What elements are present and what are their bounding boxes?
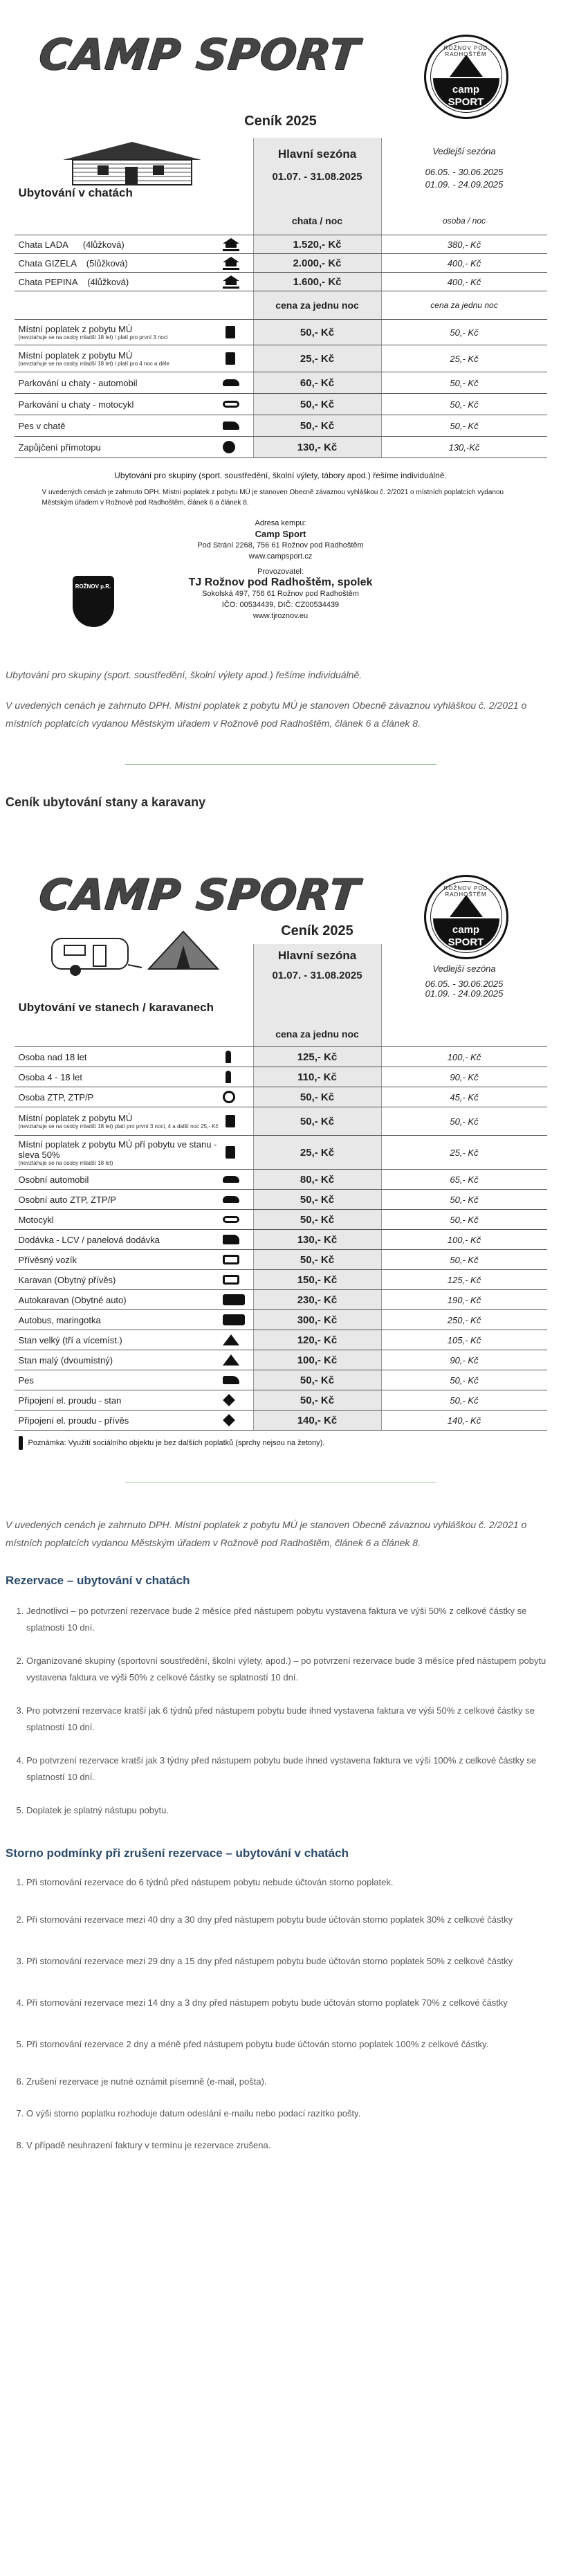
row-label: Stan malý (dvoumístný) (18, 1354, 113, 1366)
logo-word-camp: camp (452, 924, 480, 936)
row-side-price: 45,- Kč (381, 1087, 547, 1107)
row-main-price: 110,- Kč (253, 1067, 381, 1087)
table-row (15, 1350, 547, 1370)
chalet-illustration (56, 140, 208, 189)
row-label: Místní poplatek z pobytu MÚ (18, 1113, 133, 1123)
groups-note: Ubytování pro skupiny (sport. soustředění, školní výlety apod.) řešíme individuálně. (6, 669, 362, 680)
row-label: Pes (18, 1375, 34, 1386)
side-season-dates (382, 166, 547, 191)
row-main-price: 100,- Kč (253, 1350, 381, 1370)
table-row (15, 1270, 547, 1290)
row-side-price: 190,- Kč (381, 1290, 547, 1309)
camp-street: Pod Strání 2268, 756 61 Rožnov pod Radhoštěm (197, 541, 364, 550)
van-icon (223, 1235, 239, 1244)
table-row (15, 415, 547, 437)
row-main-price: 80,- Kč (253, 1170, 381, 1189)
row-side-price: 90,- Kč (381, 1350, 547, 1370)
main-season-dates: 01.07. - 31.08.2025 (272, 171, 362, 183)
list-item: 5. Doplatek je splatný nástupu pobytu. (26, 1802, 561, 1819)
row-side-price: 50,- Kč (381, 1210, 547, 1229)
power-icon (223, 1414, 235, 1426)
list-item: 3. Pro potvrzení rezervace kratší jak 6 týdnů před nástupem pobytu bude ihned vystavena faktura ve výši 50% z celkové částky se splatností 10 dní. (26, 1703, 561, 1736)
table-row (15, 1170, 547, 1190)
logo-bottom (433, 918, 499, 950)
brand-row (15, 0, 547, 108)
fees-col-header (15, 291, 547, 320)
row-side-price: 50,- Kč (381, 394, 547, 415)
list-item: 8. V případě neuhrazení faktury v termínu je rezervace zrušena. (26, 2137, 561, 2154)
tents-col-header (15, 1022, 547, 1047)
doc-icon (226, 326, 235, 338)
car-icon (223, 379, 239, 386)
side-season-label: Vedlejší sezóna (432, 146, 496, 156)
reservation-list (0, 1603, 561, 1819)
row-side-price: 50,- Kč (381, 320, 547, 345)
logo-arc-text: ROŽNOV POD RADHOŠTĚM (443, 885, 488, 898)
row-label: Autokaravan (Obytné auto) (18, 1294, 127, 1305)
doc-icon (226, 1146, 235, 1159)
row-label: Osoba nad 18 let (18, 1051, 87, 1062)
row-main-price: 1.520,- Kč (253, 235, 381, 253)
table-row (15, 1310, 547, 1330)
table-row (15, 1107, 547, 1136)
fee-rows (15, 320, 547, 458)
col-side-empty (381, 1022, 547, 1046)
main-season-column (253, 923, 381, 1022)
plug-icon (223, 441, 235, 453)
bus-icon (223, 1314, 245, 1325)
logo-word-sport: SPORT (448, 96, 484, 108)
side-season-column (381, 138, 547, 207)
row-note: (nevztahuje se na osoby mladší 18 let) platí pro první 3 noci, 4 a další noc 25,- Kč (18, 1123, 219, 1130)
list-item: 1. Jednotlivci – po potvrzení rezervace bude 2 měsíce před nástupem pobytu vystavena faktura ve výši 50% z celkové částky se splatností 10 dní. (26, 1603, 561, 1636)
row-main-price: 130,- Kč (253, 437, 381, 457)
main-season-label: Hlavní sezóna (277, 147, 357, 161)
col-side-label: osoba / noc (381, 207, 547, 235)
table-row (15, 1370, 547, 1390)
table-row (15, 1047, 547, 1067)
dog-icon (223, 421, 239, 430)
table-row (15, 372, 547, 394)
side-season-dates-2: 01.09. - 24.09.2025 (425, 988, 504, 999)
row-side-price: 50,- Kč (381, 1190, 547, 1209)
table-row (15, 273, 547, 291)
vat-note: V uvedených cenách je zahrnuto DPH. Místní poplatek z pobytu MÚ je stanoven Obecně závaznou vyhláškou č. 2/2021 o místních poplatcích vydanou Městským úřadem v Rožnově pod Radhoštěm, článek 6 a článek 8. (6, 700, 527, 729)
row-main-price: 140,- Kč (253, 1411, 381, 1430)
col-main-label: cena za jednu noc (253, 1022, 381, 1046)
row-label: Místní poplatek z pobytu MÚ pří pobytu ve stanu - sleva 50% (18, 1139, 217, 1160)
table-row (15, 1210, 547, 1230)
exclamation-icon (19, 1436, 23, 1450)
main-season-column (253, 138, 381, 207)
row-main-price: 50,- Kč (253, 1390, 381, 1410)
row-label: Karavan (Obytný přívěs) (18, 1274, 116, 1285)
power-icon (223, 1394, 235, 1406)
row-side-price: 50,- Kč (381, 1250, 547, 1269)
row-side-price: 90,- Kč (381, 1067, 547, 1087)
row-label: Autobus, maringotka (18, 1314, 101, 1325)
vat-note-2: V uvedených cenách je zahrnuto DPH. Místní poplatek z pobytu MÚ je stanoven Obecně závaznou vyhláškou č. 2/2021 o místních poplatcích vydanou Městským úřadem v Rožnově pod Radhoštěm, článek 6 a článek 8. (6, 1519, 527, 1548)
col-main-label-2: cena za jednu noc (253, 291, 381, 319)
row-side-price: 105,- Kč (381, 1330, 547, 1350)
side-season-dates-1: 06.05. - 30.06.2025 (425, 167, 504, 177)
row-label: Parkování u chaty - motocykl (18, 399, 134, 410)
row-main-price: 50,- Kč (253, 1087, 381, 1107)
list-item: 4. Po potvrzení rezervace kratší jak 3 týdny před nástupem pobytu bude ihned vystavena faktura ve výši 100% z celkové částky se splatností 10 dní. (26, 1752, 561, 1786)
row-main-price: 150,- Kč (253, 1270, 381, 1289)
person-icon (226, 1071, 231, 1083)
row-side-price: 50,- Kč (381, 372, 547, 393)
main-season-label: Hlavní sezóna (277, 949, 357, 962)
row-main-price: 25,- Kč (253, 1136, 381, 1169)
chalet-col-header (15, 207, 547, 235)
tent-rows (15, 1047, 547, 1431)
row-label: Připojení el. proudu - přívěs (18, 1415, 129, 1426)
motorhome-icon (223, 1294, 245, 1305)
table-row (15, 1136, 547, 1170)
sheet2-note (15, 1431, 547, 1450)
section-title-tents: Ubytování ve stanech / karavanech (18, 1001, 214, 1014)
trailer-icon (223, 1255, 239, 1264)
motorcycle-icon (223, 1216, 239, 1223)
row-label: Parkování u chaty - automobil (18, 377, 138, 388)
list-item: 7. O výši storno poplatku rozhoduje datum odeslání e-mailu nebo podací razítko pošty. (26, 2105, 561, 2122)
row-main-price: 25,- Kč (253, 345, 381, 372)
row-main-price: 60,- Kč (253, 372, 381, 393)
sheet2-note-text: Poznámka: Využití sociálního objektu je bez dalších poplatků (sprchy nejsou na žetony). (28, 1439, 325, 1447)
side-season-dates (382, 979, 547, 999)
list-item: 3. Při stornování rezervace mezi 29 dny a 15 dny před nástupem pobytu bude účtován storno poplatek 50% z celkové částky (26, 1949, 561, 1974)
main-season-dates: 01.07. - 31.08.2025 (272, 970, 362, 981)
heading-tents-caravans: Ceník ubytování stany a karavany (6, 795, 206, 809)
logo-word-camp: camp (452, 84, 480, 96)
camp-sport-logo (424, 875, 508, 959)
header-left (15, 138, 253, 207)
side-season-dates-1: 06.05. - 30.06.2025 (425, 979, 504, 989)
row-main-price: 50,- Kč (253, 320, 381, 345)
row-main-price: 50,- Kč (253, 1190, 381, 1209)
shield-text: ROŽNOV p.R. (75, 583, 111, 590)
table-row (15, 320, 547, 345)
operator-web: www.tjroznov.eu (252, 612, 309, 620)
logo-word-sport: SPORT (448, 936, 484, 948)
row-note: (nevztahuje se na osoby mladší 18 let) / platí pro 4 noc a déle (18, 361, 169, 367)
row-label: Místní poplatek z pobytu MÚ (18, 324, 133, 334)
caravan-icon (223, 1275, 239, 1285)
heading-reservation: Rezervace – ubytování v chatách (6, 1574, 190, 1587)
list-item: 2. Organizované skupiny (sportovní soustředění, školní výlety, apod.) – po potvrzení rezervace bude 3 měsíce před nástupem pobytu vystavena faktura ve výši 50% z celkové částky se splatností 10 dní. (26, 1653, 561, 1686)
header-left (15, 944, 253, 1022)
row-side-price: 25,- Kč (381, 1136, 547, 1169)
row-main-price: 50,- Kč (253, 394, 381, 415)
table-row (15, 345, 547, 372)
heading-storno: Storno podmínky při zrušení rezervace – ubytování v chatách (6, 1847, 349, 1860)
camp-name: Camp Sport (255, 529, 306, 539)
brand-wordmark: CAMP SPORT (36, 29, 362, 80)
row-side-price: 65,- Kč (381, 1170, 547, 1189)
camp-sport-logo (424, 35, 508, 119)
row-side-price: 50,- Kč (381, 1370, 547, 1390)
car-icon (223, 1196, 239, 1203)
price-sheet-tents (15, 840, 547, 1450)
row-side-price: 250,- Kč (381, 1310, 547, 1330)
camp-web: www.campsport.cz (248, 552, 313, 561)
tj-roznov-shield-logo (73, 576, 114, 627)
operator-ids: IČO: 00534439, DIČ: CZ00534439 (221, 601, 340, 609)
contact-block (15, 518, 547, 649)
row-main-price: 125,- Kč (253, 1047, 381, 1067)
row-main-price: 50,- Kč (253, 1250, 381, 1269)
row-label: Chata LADA (4lůžková) (18, 239, 125, 250)
col-main-label: chata / noc (253, 207, 381, 235)
row-label: Připojení el. proudu - stan (18, 1395, 122, 1406)
row-side-price: 380,- Kč (381, 235, 547, 253)
row-main-price: 50,- Kč (253, 1107, 381, 1135)
row-label: Osobní automobil (18, 1174, 89, 1185)
row-label: Přívěsný vozík (18, 1254, 77, 1265)
row-label: Místní poplatek z pobytu MÚ (18, 350, 133, 361)
col-side-label-2: cena za jednu noc (381, 291, 547, 319)
house-icon (223, 238, 239, 251)
row-side-price: 400,- Kč (381, 254, 547, 272)
price-sheet-chalets (15, 0, 547, 649)
person-icon (226, 1051, 231, 1063)
divider (125, 764, 436, 765)
tent-icon (223, 1334, 239, 1345)
row-side-price: 50,- Kč (381, 1107, 547, 1135)
row-side-price: 25,- Kč (381, 345, 547, 372)
row-label: Chata GIZELA (5lůžková) (18, 257, 128, 269)
row-main-price: 120,- Kč (253, 1330, 381, 1350)
row-side-price: 130,-Kč (381, 437, 547, 457)
row-note: (nevztahuje se na osoby mladší 18 let) / platí pro první 3 noci (18, 334, 168, 341)
row-label: Stan velký (tří a vícemíst.) (18, 1334, 122, 1345)
table-row (15, 1087, 547, 1107)
side-season-label: Vedlejší sezóna (432, 963, 496, 974)
row-side-price: 100,- Kč (381, 1230, 547, 1249)
row-side-price: 400,- Kč (381, 273, 547, 291)
operator-name: TJ Rožnov pod Radhoštěm, spolek (188, 577, 373, 588)
logo-arc-text: ROŽNOV POD RADHOŠTĚM (443, 45, 488, 57)
motorcycle-icon (223, 401, 239, 408)
row-side-price: 100,- Kč (381, 1047, 547, 1067)
sheet-title: Ceník 2025 (281, 923, 353, 938)
sheet-title: Ceník 2025 (244, 114, 317, 129)
dog-icon (223, 1376, 239, 1384)
tent-icon (223, 1354, 239, 1366)
row-main-price: 2.000,- Kč (253, 254, 381, 272)
logo-bottom (433, 78, 499, 110)
chalet-rows (15, 235, 547, 291)
row-main-price: 50,- Kč (253, 1210, 381, 1229)
side-season-dates-2: 01.09. - 24.09.2025 (425, 179, 504, 190)
brand-wordmark: CAMP SPORT (36, 869, 362, 920)
row-main-price: 300,- Kč (253, 1310, 381, 1330)
row-label: Osoba 4 - 18 let (18, 1071, 82, 1082)
table-row (15, 394, 547, 415)
row-label: Osoba ZTP, ZTP/P (18, 1091, 94, 1103)
logo-tent-icon (450, 55, 483, 77)
doc-icon (226, 1115, 235, 1127)
table-row (15, 1330, 547, 1350)
row-side-price: 140,- Kč (381, 1411, 547, 1430)
table-row (15, 1067, 547, 1087)
row-main-price: 1.600,- Kč (253, 273, 381, 291)
row-label: Dodávka - LCV / panelová dodávka (18, 1234, 160, 1245)
table-row (15, 1390, 547, 1411)
section-title-chalets: Ubytování v chatách (18, 186, 133, 199)
row-side-price: 50,- Kč (381, 415, 547, 436)
row-label: Chata PEPINA (4lůžková) (18, 276, 129, 287)
list-item: 6. Zrušení rezervace je nutné oznámit písemně (e-mail, pošta). (26, 2074, 561, 2090)
table-row (15, 1290, 547, 1310)
wheelchair-icon (223, 1091, 235, 1103)
list-item: 5. Při stornování rezervace 2 dny a méně před nástupem pobytu bude účtován storno poplatek 100% z celkové částky. (26, 2032, 561, 2057)
caravan-tent-illustration (45, 925, 225, 980)
row-side-price: 125,- Kč (381, 1270, 547, 1289)
addr-label: Adresa kempu: (255, 519, 306, 527)
table-row (15, 437, 547, 458)
row-label: Osobní auto ZTP, ZTP/P (18, 1194, 116, 1205)
row-label: Motocykl (18, 1214, 54, 1225)
row-main-price: 50,- Kč (253, 1370, 381, 1390)
car-icon (223, 1176, 239, 1183)
list-item: 4. Při stornování rezervace mezi 14 dny a 3 dny před nástupem pobytu bude účtován storno poplatek 70% z celkové částky (26, 1990, 561, 2015)
sheet-vat-note: V uvedených cenách je zahrnuto DPH. Místní poplatek z pobytu MÚ je stanoven Obecně závaznou vyhláškou č. 2/2021 o místních poplatcích vydanou Městským úřadem v Rožnově pod Radhoštěm, článek 6 a článek 8. (42, 489, 504, 507)
sheet-groups-note: Ubytování pro skupiny (sport. soustředění, školní výlety, tábory apod.) řešíme individuálně. (114, 471, 447, 480)
list-item: 2. Při stornování rezervace mezi 40 dny a 30 dny před nástupem pobytu bude účtován storno poplatek 30% z celkové částky (26, 1907, 561, 1932)
operator-street: Sokolská 497, 756 61 Rožnov pod Radhoštěm (202, 590, 359, 598)
row-main-price: 230,- Kč (253, 1290, 381, 1309)
house-icon (223, 275, 239, 289)
row-side-price: 50,- Kč (381, 1390, 547, 1410)
table-row (15, 1230, 547, 1250)
logo-tent-icon (450, 895, 483, 917)
table-row (15, 1190, 547, 1210)
operator-label: Provozovatel: (257, 568, 304, 576)
table-row (15, 1411, 547, 1431)
storno-list (0, 1874, 561, 2154)
list-item: 1. Při stornování rezervace do 6 týdnů před nástupem pobytu nebude účtován storno poplatek. (26, 1874, 561, 1891)
row-label: Pes v chatě (18, 420, 66, 431)
row-main-price: 50,- Kč (253, 415, 381, 436)
table-row (15, 235, 547, 254)
doc-icon (226, 352, 235, 365)
house-icon (223, 257, 239, 270)
row-note: (nevztahuje se na osoby mladší 18 let) (18, 1159, 113, 1166)
table-row (15, 254, 547, 273)
row-label: Zapůjčení přímotopu (18, 442, 101, 453)
season-header (15, 138, 547, 207)
row-main-price: 130,- Kč (253, 1230, 381, 1249)
table-row (15, 1250, 547, 1270)
